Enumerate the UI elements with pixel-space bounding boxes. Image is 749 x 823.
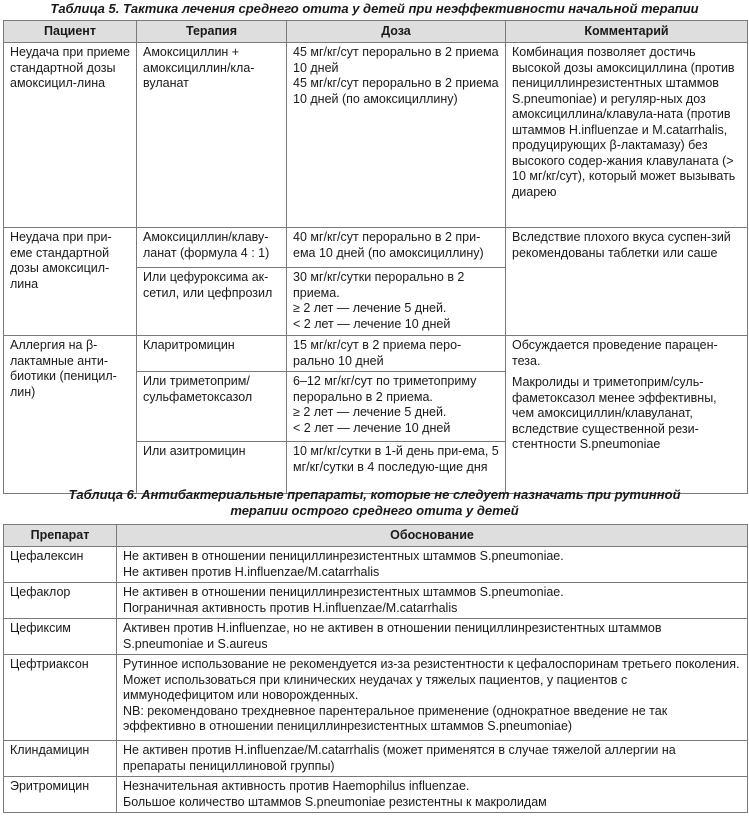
table6-row bbox=[4, 741, 748, 777]
table6-drug-cell: Эритромицин bbox=[4, 777, 117, 813]
table5-therapy-cell: Амоксициллин/клаву-ланат (формула 4 : 1) bbox=[137, 228, 287, 268]
table5-row bbox=[4, 336, 748, 372]
table5-comment-cell: Комбинация позволяет достичь высокой дозы амоксициллина (против пенициллинрезистентных штаммов S.pneumoniae) и регуляр-ных доз амоксициллина/клавула-ната (против штаммов H.influenzae и M.catarrhalis, продуцирующих β-лактамазу) без высокого содер-жания клавуланата (> 10 мг/кг/сут), который может вызывать диарею bbox=[506, 43, 748, 228]
table6-caption: Таблица 6. Антибактериальные препараты, которые не следует назначать при рутинной терапии острого среднего отита у детей bbox=[68, 487, 681, 518]
table6-row bbox=[4, 777, 748, 813]
table6-header-reason: Обоснование bbox=[117, 525, 748, 547]
table6-row bbox=[4, 655, 748, 741]
table5-dose-cell bbox=[287, 43, 506, 228]
table5-dose-cell: 6–12 мг/кг/сут по триметоприму перорально в 2 приема. ≥ 2 лет — лечение 5 дней. < 2 лет — лечение 10 дней bbox=[287, 372, 506, 442]
table6-drug-cell: Клиндамицин bbox=[4, 741, 117, 777]
table6-drug-cell: Цефалексин bbox=[4, 547, 117, 583]
table5-header-row bbox=[4, 21, 748, 43]
table5-dose-cell: 10 мг/кг/сутки в 1-й день при-ема, 5 мг/кг/сутки в 4 последую-щие дня bbox=[287, 442, 506, 494]
table5-therapy-cell: Амоксициллин + амоксициллин/кла-вуланат bbox=[137, 43, 287, 228]
table6-drug-cell: Цефтриаксон bbox=[4, 655, 117, 741]
table5-therapy-cell: Кларитромицин bbox=[137, 336, 287, 372]
table5-row bbox=[4, 43, 748, 228]
table5-therapy-cell: Или азитромицин bbox=[137, 442, 287, 494]
table6-row bbox=[4, 547, 748, 583]
table5-dose-cell: 40 мг/кг/сут перорально в 2 при-ема 10 дней (по амоксициллину) bbox=[287, 228, 506, 268]
table6-row bbox=[4, 619, 748, 655]
table6 bbox=[3, 524, 748, 813]
table5-therapy-cell: Или цефуроксима ак-сетил, или цефпрозил bbox=[137, 268, 287, 336]
table5-comment-line: Обсуждается проведение парацен-теза. bbox=[512, 338, 718, 368]
table5-caption: Таблица 5. Тактика лечения среднего отита у детей при неэффективности начальной терапии bbox=[50, 1, 699, 16]
table6-header-row bbox=[4, 525, 748, 547]
table5-dose-line: 45 мг/кг/сут перорально в 2 приема 10 дней bbox=[293, 45, 499, 75]
table6-reason-cell: Рутинное использование не рекомендуется из-за резистентности к цефалоспоринам третьего поколения. Может использоваться при клинических неудачах у тяжелых пациентов, у пациентов с иммунодефицитом или новорожденных. NB: рекомендовано трехдневное парентеральное применение (однократное введение не так эффективно в отношении пенициллинрезистентных штаммов S.pneumoniae) bbox=[117, 655, 748, 741]
table5-comment-cell bbox=[506, 336, 748, 494]
table5-header-comment: Комментарий bbox=[506, 21, 748, 43]
table5 bbox=[3, 20, 748, 494]
table6-reason-cell: Не активен против H.influenzae/M.catarrhalis (может применятся в случае тяжелой аллергии на препараты пенициллиновой группы) bbox=[117, 741, 748, 777]
table6-row bbox=[4, 583, 748, 619]
table5-patient-cell: Неудача при приеме стандартной дозы амоксицил-лина bbox=[4, 43, 137, 228]
table5-comment-line: Макролиды и триметоприм/суль-фаметоксазол менее эффективны, чем амоксициллин/клавуланат, вследствие существенной рези-стентности S.pneumoniae bbox=[512, 375, 717, 451]
table6-reason-cell: Не активен в отношении пенициллинрезистентных штаммов S.pneumoniae. Не активен против H.influenzae/M.catarrhalis bbox=[117, 547, 748, 583]
table6-header-drug: Препарат bbox=[4, 525, 117, 547]
table5-comment-cell: Вследствие плохого вкуса суспен-зий рекомендованы таблетки или саше bbox=[506, 228, 748, 336]
table5-header-therapy: Терапия bbox=[137, 21, 287, 43]
table6-reason-cell: Незначительная активность против Haemophilus influenzae. Большое количество штаммов S.pneumoniae резистентны к макролидам bbox=[117, 777, 748, 813]
table5-patient-cell: Неудача при при-еме стандартной дозы амоксицил-лина bbox=[4, 228, 137, 336]
table5-therapy-cell: Или триметоприм/ сульфаметоксазол bbox=[137, 372, 287, 442]
table5-dose-cell: 30 мг/кг/сутки перорально в 2 приема. ≥ 2 лет — лечение 5 дней. < 2 лет — лечение 10 дней bbox=[287, 268, 506, 336]
table6-drug-cell: Цефиксим bbox=[4, 619, 117, 655]
table5-header-dose: Доза bbox=[287, 21, 506, 43]
table5-header-patient: Пациент bbox=[4, 21, 137, 43]
table6-drug-cell: Цефаклор bbox=[4, 583, 117, 619]
table5-row bbox=[4, 228, 748, 268]
table6-reason-cell: Не активен в отношении пенициллинрезистентных штаммов S.pneumoniae. Пограничная активность против H.influenzae/M.catarrhalis bbox=[117, 583, 748, 619]
table5-dose-line: 45 мг/кг/сут перорально в 2 приема 10 дней (по амоксициллину) bbox=[293, 76, 499, 106]
table5-dose-cell: 15 мг/кг/сут в 2 приема перо-рально 10 дней bbox=[287, 336, 506, 372]
table5-patient-cell: Аллергия на β-лактамные анти-биотики (пеницил-лин) bbox=[4, 336, 137, 494]
table6-reason-cell: Активен против H.influenzae, но не активен в отношении пенициллинрезистентных штаммов S.pneumoniae и S.aureus bbox=[117, 619, 748, 655]
